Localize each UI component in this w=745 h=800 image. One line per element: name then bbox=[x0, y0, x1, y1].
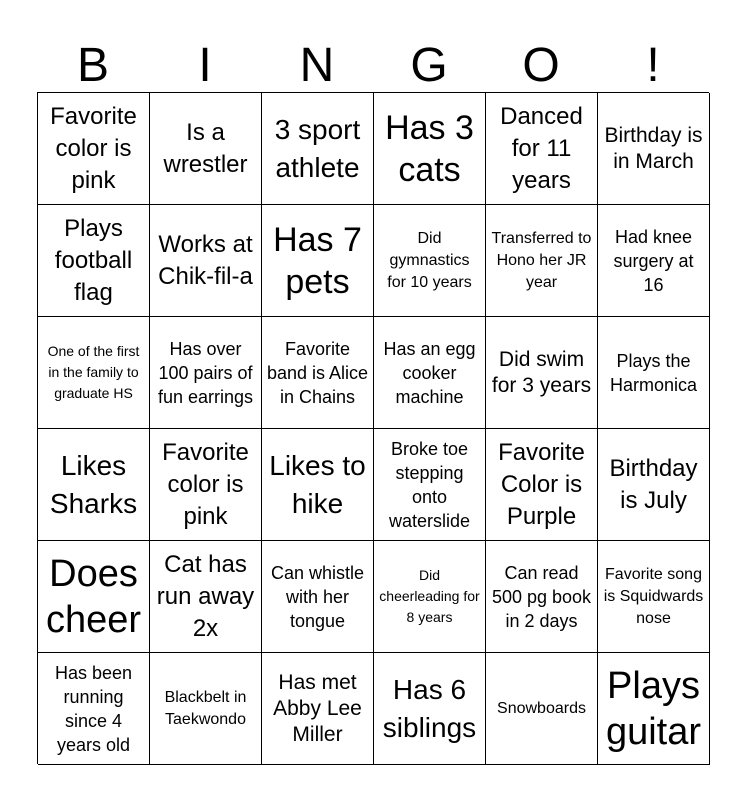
header-letter-n: N bbox=[299, 39, 335, 92]
header-letter-b: B bbox=[76, 39, 109, 92]
bingo-cell[interactable] bbox=[598, 541, 710, 653]
bingo-cell[interactable] bbox=[262, 541, 374, 653]
bingo-cell[interactable] bbox=[374, 653, 486, 765]
bingo-cell[interactable] bbox=[38, 317, 150, 429]
bingo-cell[interactable] bbox=[486, 317, 598, 429]
cell-text: Transferred to Hono her JR year bbox=[491, 229, 592, 291]
cell-text: Has met Abby Lee Miller bbox=[273, 670, 362, 746]
cell-text: Plays guitar bbox=[605, 664, 702, 753]
bingo-cell[interactable] bbox=[374, 317, 486, 429]
bingo-cell[interactable] bbox=[374, 541, 486, 653]
cell-text: One of the first in the family to graduate HS bbox=[47, 343, 140, 401]
bingo-cell[interactable] bbox=[262, 93, 374, 205]
cell-text: Plays the Harmonica bbox=[609, 350, 698, 395]
cell-text: Has been running since 4 years old bbox=[54, 662, 133, 755]
bingo-cell[interactable] bbox=[150, 205, 262, 317]
cell-text: Broke toe stepping onto waterslide bbox=[388, 438, 471, 531]
bingo-cell[interactable] bbox=[262, 317, 374, 429]
bingo-cell[interactable] bbox=[486, 205, 598, 317]
cell-text: Snowboards bbox=[497, 699, 586, 717]
bingo-cell[interactable] bbox=[150, 653, 262, 765]
cell-text: Birthday is July bbox=[609, 454, 698, 514]
bingo-cell[interactable] bbox=[486, 93, 598, 205]
bingo-cell[interactable] bbox=[262, 653, 374, 765]
cell-text: Is a wrestler bbox=[163, 118, 248, 178]
cell-text: Favorite color is pink bbox=[50, 102, 137, 194]
bingo-cell[interactable] bbox=[262, 205, 374, 317]
header-letter-exclamation: ! bbox=[646, 39, 660, 92]
cell-text: Blackbelt in Taekwondo bbox=[164, 688, 247, 728]
bingo-cell[interactable] bbox=[150, 541, 262, 653]
cell-text: Likes Sharks bbox=[49, 449, 138, 519]
cell-text: Has 3 cats bbox=[385, 108, 474, 189]
cell-text: Favorite Color is Purple bbox=[498, 438, 585, 530]
bingo-cell[interactable] bbox=[150, 93, 262, 205]
bingo-cell[interactable] bbox=[38, 205, 150, 317]
bingo-header bbox=[37, 40, 709, 92]
cell-text: Had knee surgery at 16 bbox=[613, 226, 694, 295]
bingo-cell[interactable] bbox=[598, 317, 710, 429]
bingo-cell[interactable] bbox=[598, 205, 710, 317]
bingo-cell[interactable] bbox=[374, 429, 486, 541]
bingo-cell[interactable] bbox=[486, 541, 598, 653]
cell-text: Did swim for 3 years bbox=[491, 347, 592, 397]
bingo-cell[interactable] bbox=[598, 93, 710, 205]
bingo-cell[interactable] bbox=[374, 93, 486, 205]
header-letter-o: O bbox=[522, 39, 560, 92]
cell-text: Favorite band is Alice in Chains bbox=[266, 338, 369, 407]
cell-text: Did gymnastics for 10 years bbox=[387, 229, 472, 291]
bingo-cell[interactable] bbox=[38, 541, 150, 653]
bingo-cell[interactable] bbox=[486, 429, 598, 541]
cell-text: Danced for 11 years bbox=[500, 102, 583, 194]
bingo-cell[interactable] bbox=[262, 429, 374, 541]
cell-text: Can read 500 pg book in 2 days bbox=[491, 562, 592, 631]
bingo-cell[interactable] bbox=[150, 429, 262, 541]
cell-text: Works at Chik-fil-a bbox=[158, 230, 253, 290]
cell-text: Cat has run away 2x bbox=[156, 550, 255, 642]
cell-text: Has an egg cooker machine bbox=[383, 338, 476, 407]
bingo-cell[interactable] bbox=[150, 317, 262, 429]
cell-text: Plays football flag bbox=[54, 214, 133, 306]
bingo-cell[interactable] bbox=[598, 429, 710, 541]
bingo-cell[interactable] bbox=[486, 653, 598, 765]
bingo-cell[interactable] bbox=[38, 93, 150, 205]
cell-text: Favorite song is Squidwards nose bbox=[603, 565, 704, 627]
header-letter-g: G bbox=[410, 39, 448, 92]
cell-text: Has 7 pets bbox=[273, 220, 362, 301]
header-letter-i: I bbox=[198, 39, 212, 92]
bingo-cell[interactable] bbox=[374, 205, 486, 317]
cell-text: Has over 100 pairs of fun earrings bbox=[157, 338, 254, 407]
cell-text: Favorite color is pink bbox=[162, 438, 249, 530]
bingo-cell[interactable] bbox=[598, 653, 710, 765]
cell-text: Has 6 siblings bbox=[382, 673, 477, 743]
cell-text: Did cheerleading for 8 years bbox=[379, 567, 480, 625]
cell-text: Likes to hike bbox=[269, 449, 366, 519]
bingo-cell[interactable] bbox=[38, 429, 150, 541]
cell-text: Can whistle with her tongue bbox=[270, 562, 365, 631]
cell-text: Birthday is in March bbox=[604, 123, 703, 173]
bingo-cell[interactable] bbox=[38, 653, 150, 765]
cell-text: 3 sport athlete bbox=[274, 113, 361, 183]
bingo-board bbox=[37, 92, 709, 764]
cell-text: Does cheer bbox=[45, 552, 142, 641]
